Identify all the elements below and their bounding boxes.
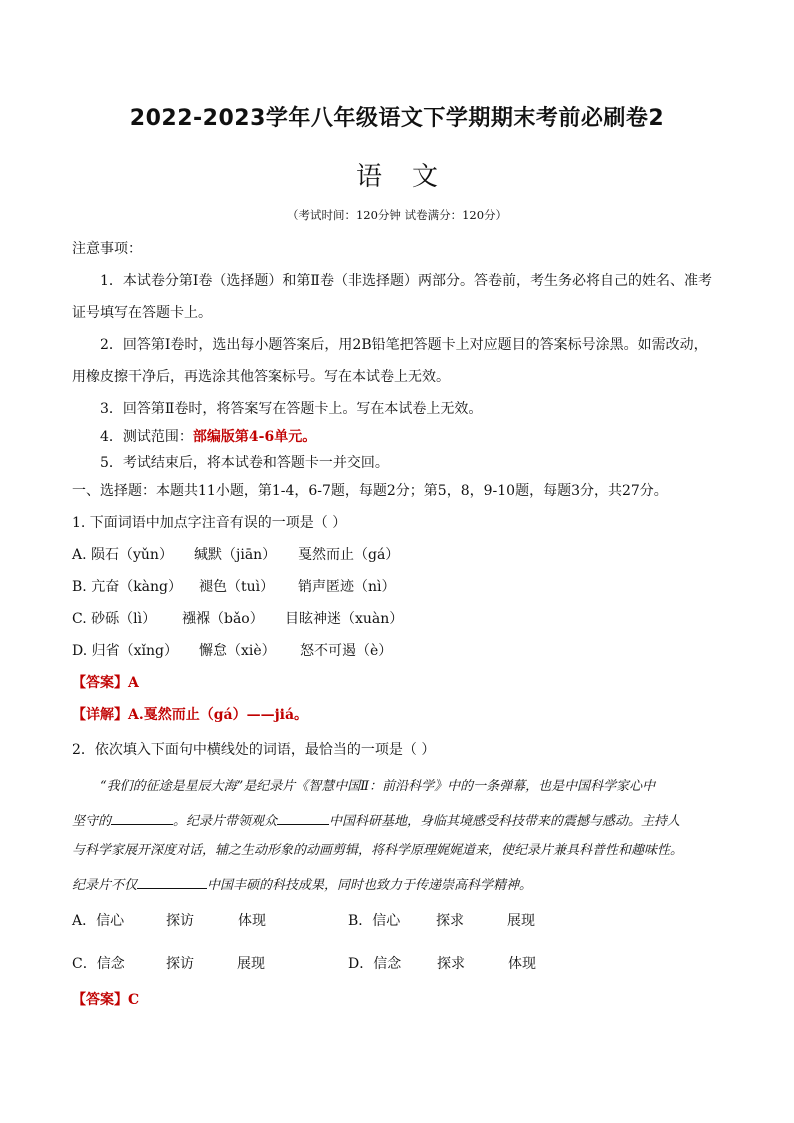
q2-option-c: C．信念 (72, 956, 125, 972)
q2-answer-label: 【答案】 (72, 992, 128, 1008)
q2-passage-2c: 中国科研基地，身临其境感受科技带来的震撼与感动。主持人 (329, 814, 681, 829)
q2-passage-line-3: 与科学家展开深度对话，辅之生动形象的动画剪辑，将科学原理娓娓道来，使纪录片兼具科普性和趣味性。 (72, 843, 684, 858)
exam-title: 2022-2023学年八年级语文下学期期末考前必刷卷2 (129, 106, 665, 131)
q2-option-a-word-2: 探访 (166, 913, 194, 929)
q1-answer-value: A (128, 675, 139, 691)
q1-option-b: B. 亢奋（kàng） (72, 579, 182, 595)
q2-option-b-word-2: 探求 (436, 913, 464, 929)
q2-option-a: A．信心 (72, 913, 125, 929)
note-3: 3．回答第Ⅱ卷时，将答案写在答题卡上。写在本试卷上无效。 (100, 401, 483, 417)
note-1-line-1: 1．本试卷分第Ⅰ卷（选择题）和第Ⅱ卷（非选择题）两部分。答卷前，考生务必将自己的姓名、准考 (100, 273, 712, 289)
note-2-line-1: 2．回答第Ⅰ卷时，选出每小题答案后，用2B铅笔把答题卡上对应题目的答案标号涂黑。如需改动， (100, 337, 708, 353)
q1-detail-text: A.戛然而止（gá）——jiá。 (128, 707, 309, 723)
q2-blank-2 (277, 810, 329, 825)
q2-option-b: B．信心 (348, 913, 401, 929)
q2-passage-line-4 (72, 874, 532, 895)
q1-detail (72, 706, 308, 724)
q1-option-a-word-3: 戛然而止（gá） (298, 547, 400, 563)
exam-info: （考试时间：120分钟 试卷满分：120分） (286, 208, 508, 222)
notes-heading: 注意事项： (72, 241, 142, 257)
q1-option-b-word-3: 销声匿迹（nì） (298, 579, 396, 595)
q1-detail-label: 【详解】 (72, 707, 128, 723)
q2-option-a-word-3: 体现 (238, 913, 266, 929)
q1-option-c-word-3: 目眩神迷（xuàn） (285, 611, 404, 627)
note-4-scope: 部编版第4-6单元。 (192, 429, 317, 445)
q2-option-b-word-3: 展现 (507, 913, 535, 929)
q2-passage-2b: 。纪录片带领观众 (173, 814, 278, 829)
q2-blank-3 (137, 874, 207, 889)
section-1-heading: 一、选择题：本题共11小题，第1-4，6-7题，每题2分；第5，8，9-10题，每题3分，共27分。 (72, 483, 668, 499)
q1-answer-label: 【答案】 (72, 675, 128, 691)
note-4 (100, 428, 316, 446)
note-2-line-2: 用橡皮擦干净后，再选涂其他答案标号。写在本试卷上无效。 (72, 369, 450, 385)
note-5: 5．考试结束后，将本试卷和答题卡一并交回。 (100, 455, 389, 471)
q2-passage-4b: 中国丰硕的科技成果，同时也致力于传递崇高科学精神。 (207, 878, 533, 893)
q1-option-c-word-2: 襁褓（bǎo） (182, 611, 264, 627)
q2-passage-line-2 (72, 810, 680, 831)
q2-answer-value: C (128, 992, 140, 1008)
q1-option-d: D. 归省（xǐng） (72, 643, 178, 659)
q2-option-c-word-2: 探访 (166, 956, 194, 972)
q1-option-a: A. 陨石（yǔn） (72, 547, 173, 563)
q1-option-d-word-2: 懈怠（xiè） (199, 643, 276, 659)
q2-passage-line-1: “我们的征途是星辰大海”是纪录片《智慧中国Ⅱ：前沿科学》中的一条弹幕，也是中国科学家心中 (100, 779, 656, 794)
q1-stem: 1. 下面词语中加点字注音有误的一项是（ ） (72, 515, 347, 531)
note-4-prefix: 4．测试范围： (100, 429, 193, 445)
q2-option-d-word-3: 体现 (508, 956, 536, 972)
subject-title: 语文 (355, 162, 468, 192)
q2-passage-4a: 纪录片不仅 (72, 878, 138, 893)
q1-option-d-word-3: 怒不可遏（è） (300, 643, 393, 659)
note-1-line-2: 证号填写在答题卡上。 (72, 305, 212, 321)
q2-option-c-word-3: 展现 (237, 956, 265, 972)
q1-option-a-word-2: 缄默（jiān） (194, 547, 277, 563)
q2-option-d: D．信念 (348, 956, 402, 972)
q1-answer (72, 674, 139, 692)
q1-option-b-word-2: 褪色（tuì） (199, 579, 275, 595)
q2-answer (72, 991, 139, 1009)
q2-option-d-word-2: 探求 (437, 956, 465, 972)
q2-blank-1 (111, 810, 173, 825)
q1-option-c: C. 砂砾（lì） (72, 611, 157, 627)
q2-stem: 2．依次填入下面句中横线处的词语，最恰当的一项是（ ） (72, 742, 436, 758)
q2-passage-2a: 坚守的 (72, 814, 112, 829)
